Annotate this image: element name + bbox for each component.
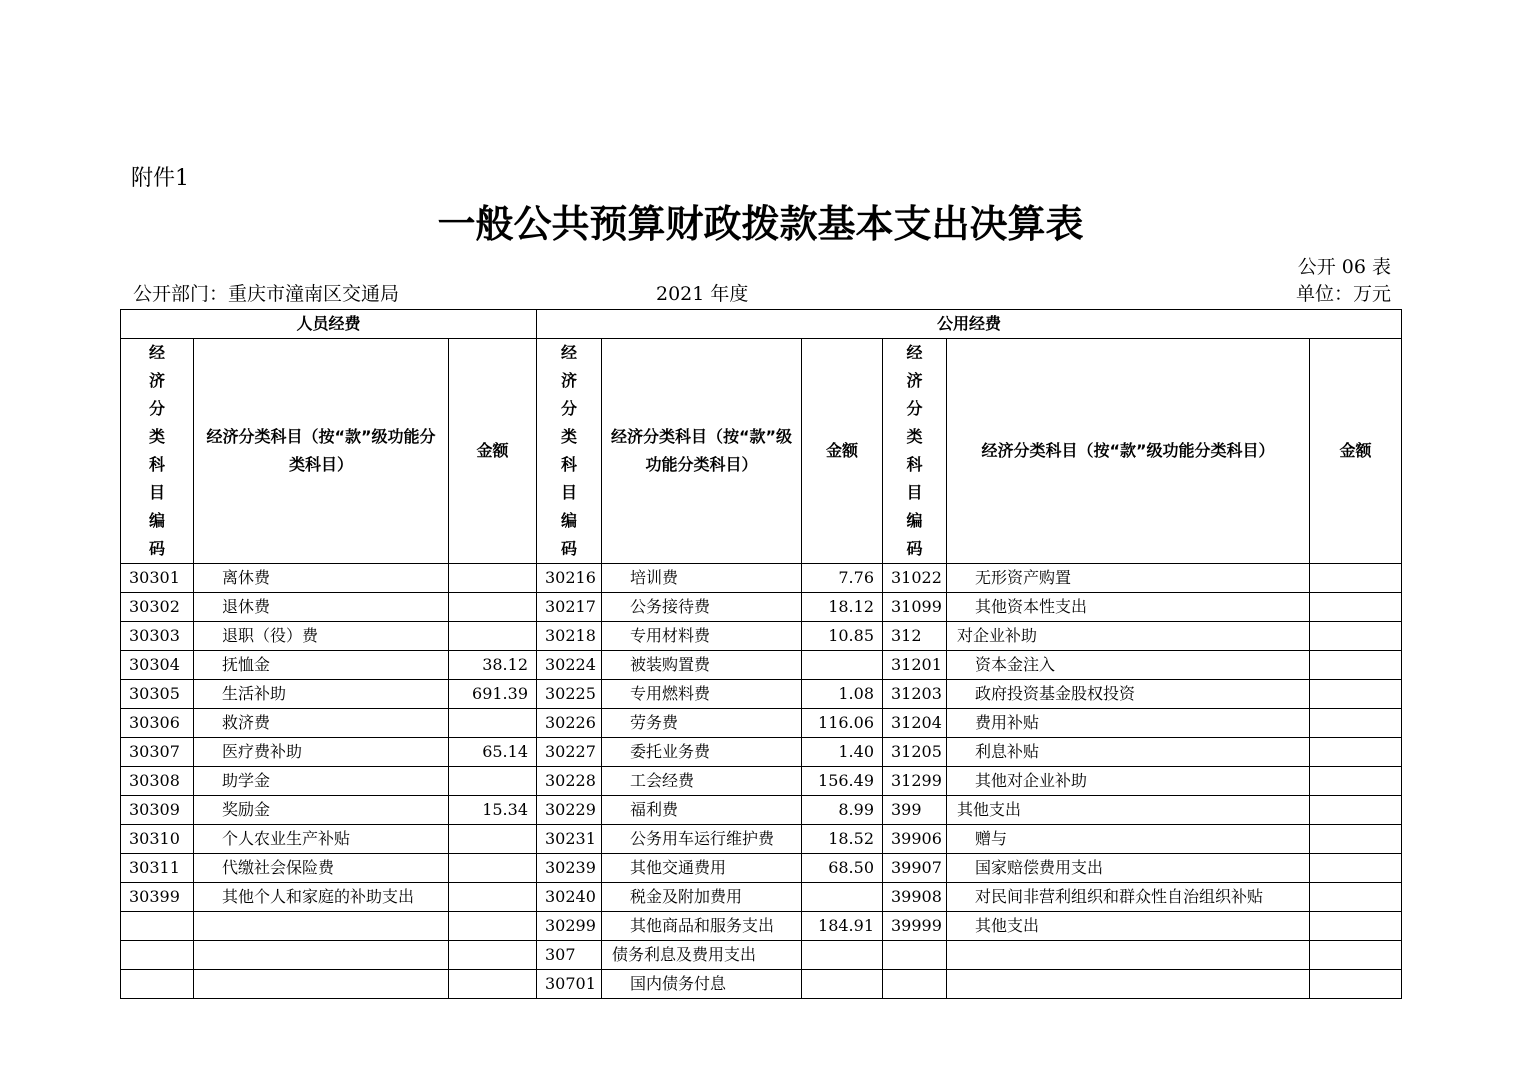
- amount-cell: [449, 767, 537, 796]
- table-row: [121, 709, 1402, 738]
- year-label: 2021 年度: [656, 283, 749, 305]
- name-cell: 其他个人和家庭的补助支出: [194, 883, 449, 912]
- code-cell: 30310: [121, 825, 194, 854]
- amount-cell: 18.12: [802, 593, 883, 622]
- name-cell: 被装购置费: [602, 651, 802, 680]
- amount-cell: [1310, 622, 1402, 651]
- budget-table: [120, 309, 1402, 999]
- header-name-a-text: 经济分类科目（按“款”级功能分类科目）: [206, 427, 436, 474]
- name-cell: 助学金: [194, 767, 449, 796]
- name-cell: 公务接待费: [602, 593, 802, 622]
- name-cell: [947, 941, 1310, 970]
- name-cell: [194, 970, 449, 999]
- header-code-c-text: 经济分类科目编码: [906, 343, 923, 558]
- amount-cell: 15.34: [449, 796, 537, 825]
- code-cell: 30231: [537, 825, 602, 854]
- amount-cell: [449, 825, 537, 854]
- amount-cell: 18.52: [802, 825, 883, 854]
- name-cell: 其他支出: [947, 796, 1310, 825]
- code-cell: 31299: [883, 767, 947, 796]
- name-cell: 救济费: [194, 709, 449, 738]
- attachment-label: 附件1: [131, 166, 189, 191]
- amount-cell: [449, 883, 537, 912]
- amount-cell: [449, 622, 537, 651]
- amount-cell: [1310, 941, 1402, 970]
- name-cell: 利息补贴: [947, 738, 1310, 767]
- name-cell: 对民间非营利组织和群众性自治组织补贴: [947, 883, 1310, 912]
- header-code-a: [121, 339, 194, 564]
- name-cell: 国家赔偿费用支出: [947, 854, 1310, 883]
- code-cell: 31204: [883, 709, 947, 738]
- amount-cell: 38.12: [449, 651, 537, 680]
- name-cell: [194, 941, 449, 970]
- code-cell: 30226: [537, 709, 602, 738]
- header-name-b: [602, 339, 802, 564]
- amount-cell: [449, 564, 537, 593]
- meta-row: [133, 281, 1391, 307]
- name-cell: 专用材料费: [602, 622, 802, 651]
- table-row: [121, 883, 1402, 912]
- code-cell: 30240: [537, 883, 602, 912]
- amount-cell: 7.76: [802, 564, 883, 593]
- amount-cell: 65.14: [449, 738, 537, 767]
- code-cell: 31201: [883, 651, 947, 680]
- header-amount-b: 金额: [802, 339, 883, 564]
- amount-cell: 68.50: [802, 854, 883, 883]
- header-name-c: [947, 339, 1310, 564]
- amount-cell: 1.40: [802, 738, 883, 767]
- amount-cell: [1310, 564, 1402, 593]
- name-cell: 其他商品和服务支出: [602, 912, 802, 941]
- amount-cell: 1.08: [802, 680, 883, 709]
- amount-cell: [1310, 709, 1402, 738]
- header-code-c: [883, 339, 947, 564]
- code-cell: 30307: [121, 738, 194, 767]
- amount-cell: [449, 709, 537, 738]
- name-cell: 资本金注入: [947, 651, 1310, 680]
- name-cell: 专用燃料费: [602, 680, 802, 709]
- name-cell: 其他支出: [947, 912, 1310, 941]
- code-cell: 30239: [537, 854, 602, 883]
- amount-cell: [449, 593, 537, 622]
- amount-cell: 184.91: [802, 912, 883, 941]
- amount-cell: [1310, 738, 1402, 767]
- amount-cell: [802, 941, 883, 970]
- amount-cell: [1310, 883, 1402, 912]
- name-cell: 国内债务付息: [602, 970, 802, 999]
- name-cell: 抚恤金: [194, 651, 449, 680]
- code-cell: 30224: [537, 651, 602, 680]
- code-cell: 30228: [537, 767, 602, 796]
- code-cell: 30303: [121, 622, 194, 651]
- name-cell: 离休费: [194, 564, 449, 593]
- code-cell: 39999: [883, 912, 947, 941]
- name-cell: 对企业补助: [947, 622, 1310, 651]
- code-cell: 399: [883, 796, 947, 825]
- header-name-b-text: 经济分类科目（按“款”级功能分类科目）: [610, 427, 793, 474]
- amount-cell: [1310, 680, 1402, 709]
- name-cell: 公务用车运行维护费: [602, 825, 802, 854]
- table-row: [121, 825, 1402, 854]
- header-amount-c: 金额: [1310, 339, 1402, 564]
- code-cell: 30305: [121, 680, 194, 709]
- code-cell: [883, 970, 947, 999]
- code-cell: 30227: [537, 738, 602, 767]
- name-cell: 工会经费: [602, 767, 802, 796]
- section-public: 公用经费: [537, 310, 1402, 339]
- name-cell: 培训费: [602, 564, 802, 593]
- header-code-b: [537, 339, 602, 564]
- name-cell: 赠与: [947, 825, 1310, 854]
- department-label: 公开部门：重庆市潼南区交通局: [133, 283, 400, 305]
- amount-cell: [449, 912, 537, 941]
- code-cell: 30306: [121, 709, 194, 738]
- code-cell: 30399: [121, 883, 194, 912]
- name-cell: 代缴社会保险费: [194, 854, 449, 883]
- code-cell: [121, 941, 194, 970]
- code-cell: 30217: [537, 593, 602, 622]
- code-cell: 30218: [537, 622, 602, 651]
- header-name-c-text: 经济分类科目（按“款”级功能分类科目）: [981, 441, 1275, 460]
- name-cell: 费用补贴: [947, 709, 1310, 738]
- code-cell: 30302: [121, 593, 194, 622]
- code-cell: 307: [537, 941, 602, 970]
- amount-cell: [1310, 796, 1402, 825]
- name-cell: 其他对企业补助: [947, 767, 1310, 796]
- table-row: [121, 738, 1402, 767]
- name-cell: 福利费: [602, 796, 802, 825]
- code-cell: [121, 970, 194, 999]
- header-code-a-text: 经济分类科目编码: [148, 343, 165, 558]
- name-cell: 个人农业生产补贴: [194, 825, 449, 854]
- name-cell: [194, 912, 449, 941]
- code-cell: 30304: [121, 651, 194, 680]
- amount-cell: [802, 651, 883, 680]
- name-cell: 退休费: [194, 593, 449, 622]
- amount-cell: 10.85: [802, 622, 883, 651]
- code-cell: 31022: [883, 564, 947, 593]
- code-cell: [883, 941, 947, 970]
- amount-cell: [1310, 970, 1402, 999]
- code-cell: 31205: [883, 738, 947, 767]
- header-amount-a: 金额: [449, 339, 537, 564]
- unit-label: 单位：万元: [1295, 283, 1391, 305]
- name-cell: 税金及附加费用: [602, 883, 802, 912]
- code-cell: 39906: [883, 825, 947, 854]
- table-row: [121, 854, 1402, 883]
- code-cell: 30301: [121, 564, 194, 593]
- code-cell: 30229: [537, 796, 602, 825]
- amount-cell: [1310, 767, 1402, 796]
- amount-cell: [1310, 825, 1402, 854]
- code-cell: 30311: [121, 854, 194, 883]
- section-header-row: [121, 310, 1402, 339]
- code-cell: 39908: [883, 883, 947, 912]
- table-row: [121, 593, 1402, 622]
- table-row: [121, 564, 1402, 593]
- code-cell: 30308: [121, 767, 194, 796]
- name-cell: 无形资产购置: [947, 564, 1310, 593]
- column-header-row: [121, 339, 1402, 564]
- name-cell: [947, 970, 1310, 999]
- name-cell: 奖励金: [194, 796, 449, 825]
- name-cell: 债务利息及费用支出: [602, 941, 802, 970]
- table-row: [121, 796, 1402, 825]
- page-title: 一般公共预算财政拨款基本支出决算表: [437, 202, 1084, 246]
- code-cell: 30299: [537, 912, 602, 941]
- name-cell: 劳务费: [602, 709, 802, 738]
- amount-cell: [449, 854, 537, 883]
- name-cell: 其他交通费用: [602, 854, 802, 883]
- table-row: [121, 651, 1402, 680]
- header-name-a: [194, 339, 449, 564]
- header-code-b-text: 经济分类科目编码: [560, 343, 577, 558]
- amount-cell: [1310, 651, 1402, 680]
- code-cell: [121, 912, 194, 941]
- name-cell: 委托业务费: [602, 738, 802, 767]
- table-row: [121, 767, 1402, 796]
- table-row: [121, 912, 1402, 941]
- code-cell: 39907: [883, 854, 947, 883]
- amount-cell: [449, 970, 537, 999]
- name-cell: 生活补助: [194, 680, 449, 709]
- code-cell: 30225: [537, 680, 602, 709]
- name-cell: 政府投资基金股权投资: [947, 680, 1310, 709]
- table-row: [121, 680, 1402, 709]
- code-cell: 30216: [537, 564, 602, 593]
- form-number: 公开 06 表: [1297, 256, 1391, 278]
- code-cell: 30701: [537, 970, 602, 999]
- table-row: [121, 970, 1402, 999]
- name-cell: 其他资本性支出: [947, 593, 1310, 622]
- amount-cell: 116.06: [802, 709, 883, 738]
- table-row: [121, 622, 1402, 651]
- code-cell: 31099: [883, 593, 947, 622]
- amount-cell: 8.99: [802, 796, 883, 825]
- name-cell: 医疗费补助: [194, 738, 449, 767]
- amount-cell: 156.49: [802, 767, 883, 796]
- amount-cell: [1310, 854, 1402, 883]
- amount-cell: 691.39: [449, 680, 537, 709]
- section-personnel: 人员经费: [121, 310, 537, 339]
- code-cell: 31203: [883, 680, 947, 709]
- amount-cell: [1310, 912, 1402, 941]
- amount-cell: [1310, 593, 1402, 622]
- amount-cell: [802, 883, 883, 912]
- name-cell: 退职（役）费: [194, 622, 449, 651]
- code-cell: 312: [883, 622, 947, 651]
- amount-cell: [449, 941, 537, 970]
- amount-cell: [802, 970, 883, 999]
- table-row: [121, 941, 1402, 970]
- code-cell: 30309: [121, 796, 194, 825]
